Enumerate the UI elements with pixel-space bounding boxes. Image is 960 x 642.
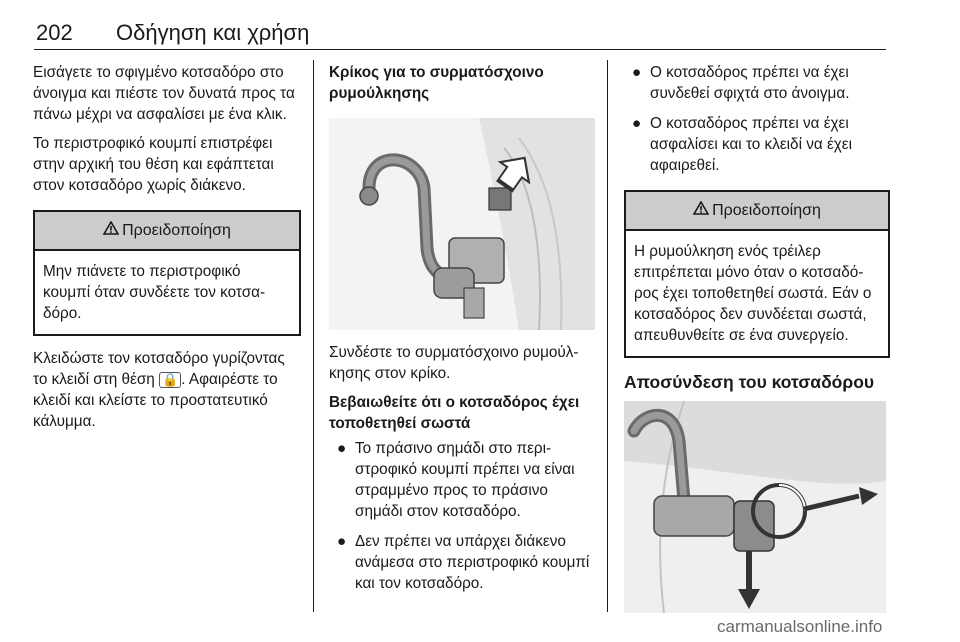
column-divider <box>313 60 314 612</box>
column-divider <box>607 60 608 612</box>
paragraph <box>33 348 301 432</box>
paragraph: Το περιστροφικό κουμπί επιστρέφει στην αρχική του θέση και εφάπτεται στον κοτσαδόρο χωρίς διάκενο. <box>33 135 274 194</box>
list-item-text: Δεν πρέπει να υπάρχει διάκενο ανάμεσα στο περιστροφικό κουμπί και τον κοτσαδόρο. <box>355 533 590 592</box>
paragraph: Εισάγετε το σφιγμένο κοτσαδόρο στο άνοιγμα και πιέστε τον δυνατά προς τα πάνω μέχρι να ασφαλίσει με ένα κλικ. <box>33 64 295 123</box>
bullet-icon: ● <box>337 440 347 457</box>
towing-eye-illustration <box>329 118 595 330</box>
list-item-text: Το πράσινο σημάδι στο περι-στροφικό κουμπί πρέπει να είναι στραμμένο προς το πράσινο σημάδι στον κοτσαδόρο. <box>355 440 575 520</box>
warning-title: Προειδοποίηση <box>712 202 821 219</box>
checklist <box>329 438 595 594</box>
detach-illustration <box>624 401 886 613</box>
list-item <box>329 531 595 594</box>
detach-drawing <box>624 401 886 613</box>
warning-box <box>33 210 301 336</box>
warning-text: Μην πιάνετε το περιστροφικό κουμπί όταν συνδέετε τον κοτσα-δόρο. <box>43 263 266 322</box>
warning-title: Προειδοποίηση <box>122 222 231 239</box>
watermark-text: carmanualsonline.info <box>717 617 883 636</box>
warning-header <box>626 192 888 231</box>
column-right <box>624 62 890 625</box>
column-left <box>33 62 301 440</box>
section-heading: Αποσύνδεση του κοτσαδόρου <box>624 372 875 392</box>
towing-eye-drawing <box>329 118 595 330</box>
page-header <box>36 14 886 50</box>
list-item <box>624 113 890 176</box>
lock-icon: 🔒 <box>159 372 181 388</box>
warning-triangle-icon <box>693 200 709 221</box>
section-heading: Κρίκος για το συρματόσχοινο ρυμούλκησης <box>329 64 544 102</box>
page-title: Οδήγηση και χρήση <box>116 20 310 45</box>
list-item <box>329 438 595 522</box>
bullet-icon: ● <box>632 115 642 132</box>
column-middle <box>329 62 595 603</box>
list-item <box>624 62 890 104</box>
warning-text: Η ρυμούλκηση ενός τρέιλερ επιτρέπεται μόνο όταν ο κοτσαδό-ρος έχει τοποθετηθεί σωστά. Εάν ο κοτσαδόρος δεν συνδέεται σωστά, απευθυνθείτε σε ένα συνεργείο. <box>634 243 872 344</box>
header-divider <box>34 49 886 50</box>
warning-header <box>35 212 299 251</box>
warning-triangle-icon <box>103 220 119 241</box>
bullet-icon: ● <box>337 533 347 550</box>
illustration-caption: Συνδέστε το συρματόσχοινο ρυμούλ-κησης στον κρίκο. <box>329 344 579 382</box>
warning-box <box>624 190 890 358</box>
text-span: . Αφαιρέστε το κλειδί και κλείστε το προστατευτικό κάλυμμα. <box>33 371 278 430</box>
page-number: 202 <box>36 20 73 45</box>
text-span: Κλειδώστε τον κοτσαδόρο γυρίζοντας το κλειδί στη θέση <box>33 350 285 388</box>
subheading: Βεβαιωθείτε ότι ο κοτσαδόρος έχει τοποθετηθεί σωστά <box>329 394 580 432</box>
list-item-text: Ο κοτσαδόρος πρέπει να έχει συνδεθεί σφιχτά στο άνοιγμα. <box>650 64 850 102</box>
checklist <box>624 62 890 176</box>
bullet-icon: ● <box>632 64 642 81</box>
list-item-text: Ο κοτσαδόρος πρέπει να έχει ασφαλίσει και το κλειδί να έχει αφαιρεθεί. <box>650 115 853 174</box>
